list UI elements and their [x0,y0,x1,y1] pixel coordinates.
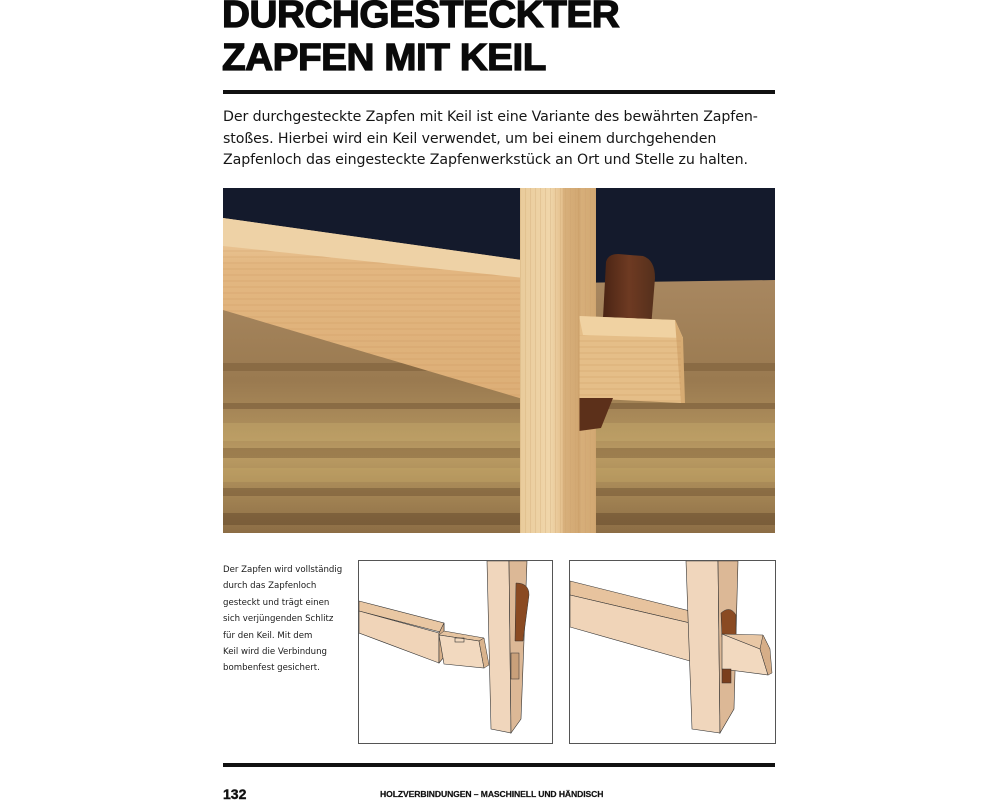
caption-line-4: sich verjüngenden Schlitz [223,614,334,625]
lead-paragraph [223,107,778,172]
caption-line-2: durch das Zapfenloch [223,581,317,592]
caption-line-3: gesteckt und trägt einen [223,597,330,608]
diagram-assembled [569,560,776,744]
lead-line-1: Der durchgesteckte Zapfen mit Keil ist eine Variante des bewährten Zapfen- [223,109,758,125]
caption-line-7: bombenfest gesichert. [223,663,320,674]
title-line-2: ZAPFEN MIT KEIL [222,37,546,79]
page-title [222,0,793,80]
running-footer-title: HOLZVERBINDUNGEN – MASCHINELL UND HÄNDISCH [380,789,604,799]
page-number: 132 [223,786,247,802]
lead-line-2: stoßes. Hierbei wird ein Keil verwendet, um bei einem durchgehenden [223,130,717,147]
caption-line-5: für den Keil. Mit dem [223,630,313,641]
joint-photo [223,188,775,533]
caption-line-1: Der Zapfen wird vollständig [223,565,343,575]
title-line-1: DURCHGESTECKTER [222,0,620,36]
lead-line-3: Zapfenloch das eingesteckte Zapfenwerkstück an Ort und Stelle zu halten. [223,152,748,168]
figure-caption [223,562,358,677]
caption-line-6: Keil wird die Verbindung [223,647,327,658]
diagram-exploded [358,560,553,744]
footer-divider [223,763,775,767]
title-divider [223,90,775,94]
